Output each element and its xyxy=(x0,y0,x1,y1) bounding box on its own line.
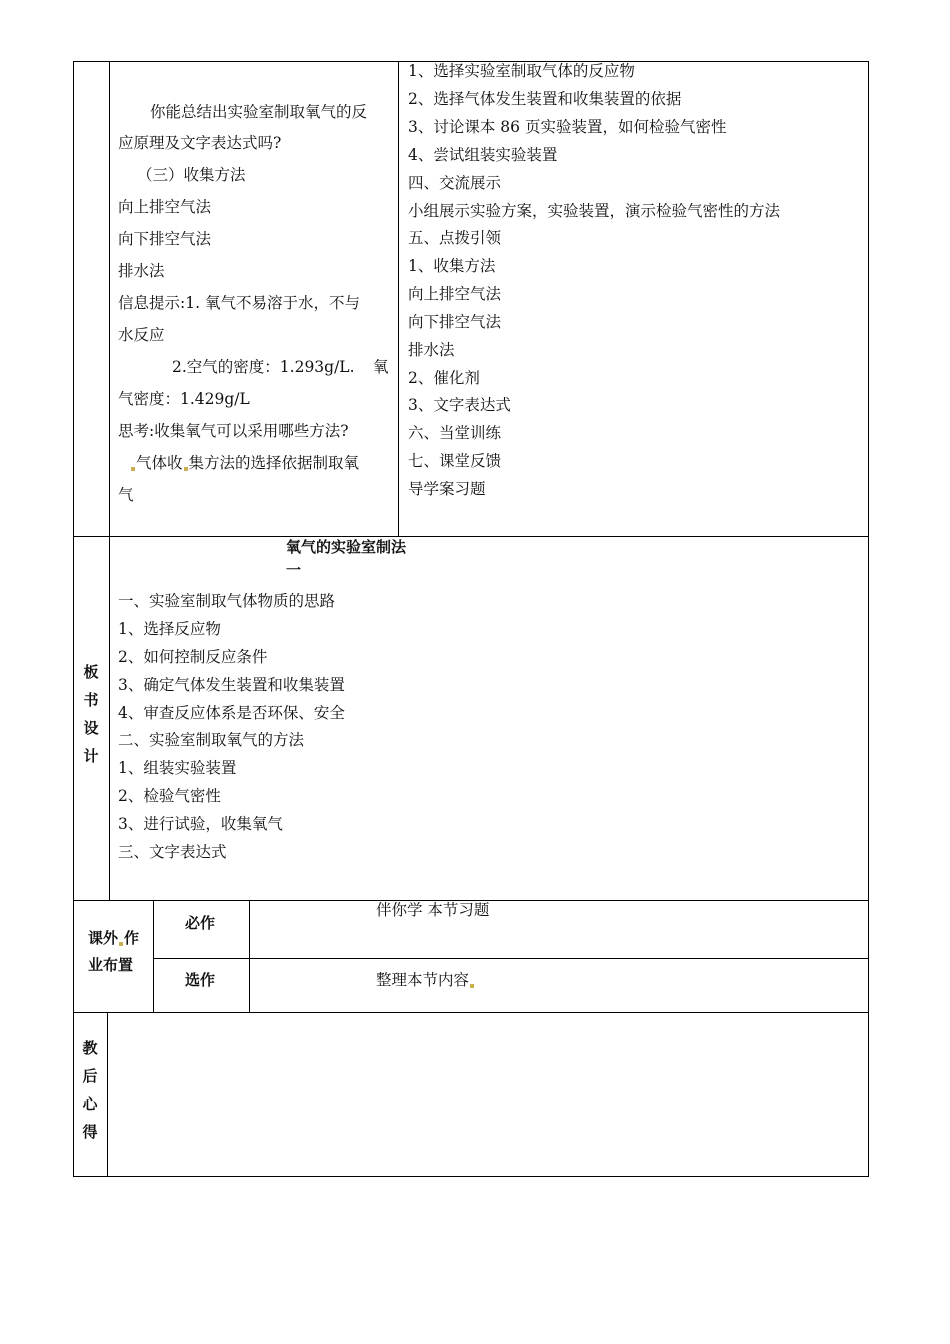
board-line: 三、文字表达式 xyxy=(118,843,227,861)
basis-line-1: 气体收 集方法的选择依据制取氧 xyxy=(130,453,359,473)
optional-label: 选作 xyxy=(185,971,216,989)
reflection-label: 教 后 心 得 xyxy=(82,1039,98,1141)
col-divider-homework-type xyxy=(249,900,250,1013)
student-line: 排水法 xyxy=(408,341,455,359)
board-title-dash: 一 xyxy=(286,561,302,579)
col-divider-middle xyxy=(398,61,399,537)
board-line: 一、实验室制取气体物质的思路 xyxy=(118,592,336,610)
mark-dot xyxy=(184,467,188,471)
student-line: 1、选择实验室制取气体的反应物 xyxy=(408,62,635,80)
optional-text: 整理本节内容 xyxy=(376,970,475,990)
section-collection-methods: （三）收集方法 xyxy=(137,166,246,184)
table-border-right xyxy=(868,61,869,1177)
student-line: 小组展示实验方案，实验装置，演示检验气密性的方法 xyxy=(408,202,781,220)
table-border-left xyxy=(73,61,74,1177)
air-density: 2.空气的密度：1.293g/L. xyxy=(172,358,355,376)
student-line: 向下排空气法 xyxy=(408,313,502,331)
student-line: 2、选择气体发生装置和收集装置的依据 xyxy=(408,90,682,108)
required-label: 必作 xyxy=(185,914,216,932)
air-density-tail: 氧 xyxy=(373,358,389,376)
method-water: 排水法 xyxy=(118,262,165,280)
board-line: 2、检验气密性 xyxy=(118,787,221,805)
student-line: 2、催化剂 xyxy=(408,369,480,387)
board-line: 1、选择反应物 xyxy=(118,620,221,638)
mark-dot xyxy=(119,942,123,946)
student-line: 四、交流展示 xyxy=(408,174,502,192)
student-line: 七、课堂反馈 xyxy=(408,452,502,470)
row-divider-optional xyxy=(153,958,869,959)
student-line: 六、当堂训练 xyxy=(408,424,502,442)
board-line: 1、组装实验装置 xyxy=(118,759,237,777)
mark-dot xyxy=(470,984,474,988)
student-line: 五、点拨引领 xyxy=(408,229,502,247)
student-line: 向上排空气法 xyxy=(408,285,502,303)
student-line: 1、收集方法 xyxy=(408,257,496,275)
table-border-bottom xyxy=(73,1176,869,1177)
board-line: 4、审查反应体系是否环保、安全 xyxy=(118,704,345,722)
board-line: 3、进行试验，收集氧气 xyxy=(118,815,283,833)
homework-label-line-2: 业布置 xyxy=(88,956,134,974)
board-title: 氧气的实验室制法 xyxy=(286,538,407,556)
info-line-2: 水反应 xyxy=(118,326,165,344)
question-line-2: 应原理及文字表达式吗? xyxy=(118,134,282,152)
student-line: 3、讨论课本 86 页实验装置，如何检验气密性 xyxy=(408,118,727,136)
mark-dot xyxy=(131,467,135,471)
method-upward-air: 向上排空气法 xyxy=(118,198,212,216)
col-divider-label xyxy=(109,61,110,901)
info-line-1: 信息提示:1. 氧气不易溶于水，不与 xyxy=(118,294,360,312)
student-line: 3、文字表达式 xyxy=(408,396,511,414)
student-line: 4、尝试组装实验装置 xyxy=(408,146,558,164)
basis-line-2: 气 xyxy=(118,486,134,504)
board-line: 2、如何控制反应条件 xyxy=(118,648,268,666)
thinking-question: 思考:收集氧气可以采用哪些方法? xyxy=(118,422,349,440)
homework-label-line-1: 课外 作 xyxy=(88,929,140,947)
method-downward-air: 向下排空气法 xyxy=(118,230,212,248)
reflection-content-cell xyxy=(108,1013,868,1176)
row-divider-board xyxy=(73,536,869,537)
required-text: 伴你学 本节习题 xyxy=(376,901,490,919)
board-line: 二、实验室制取氧气的方法 xyxy=(118,731,305,749)
board-line: 3、确定气体发生装置和收集装置 xyxy=(118,676,345,694)
col-divider-homework-label xyxy=(153,900,154,1013)
oxygen-density: 气密度：1.429g/L xyxy=(118,390,250,408)
student-line: 导学案习题 xyxy=(408,480,486,498)
board-design-label: 板 书 设 计 xyxy=(83,663,99,765)
question-line-1: 你能总结出实验室制取氧气的反 xyxy=(150,103,368,121)
